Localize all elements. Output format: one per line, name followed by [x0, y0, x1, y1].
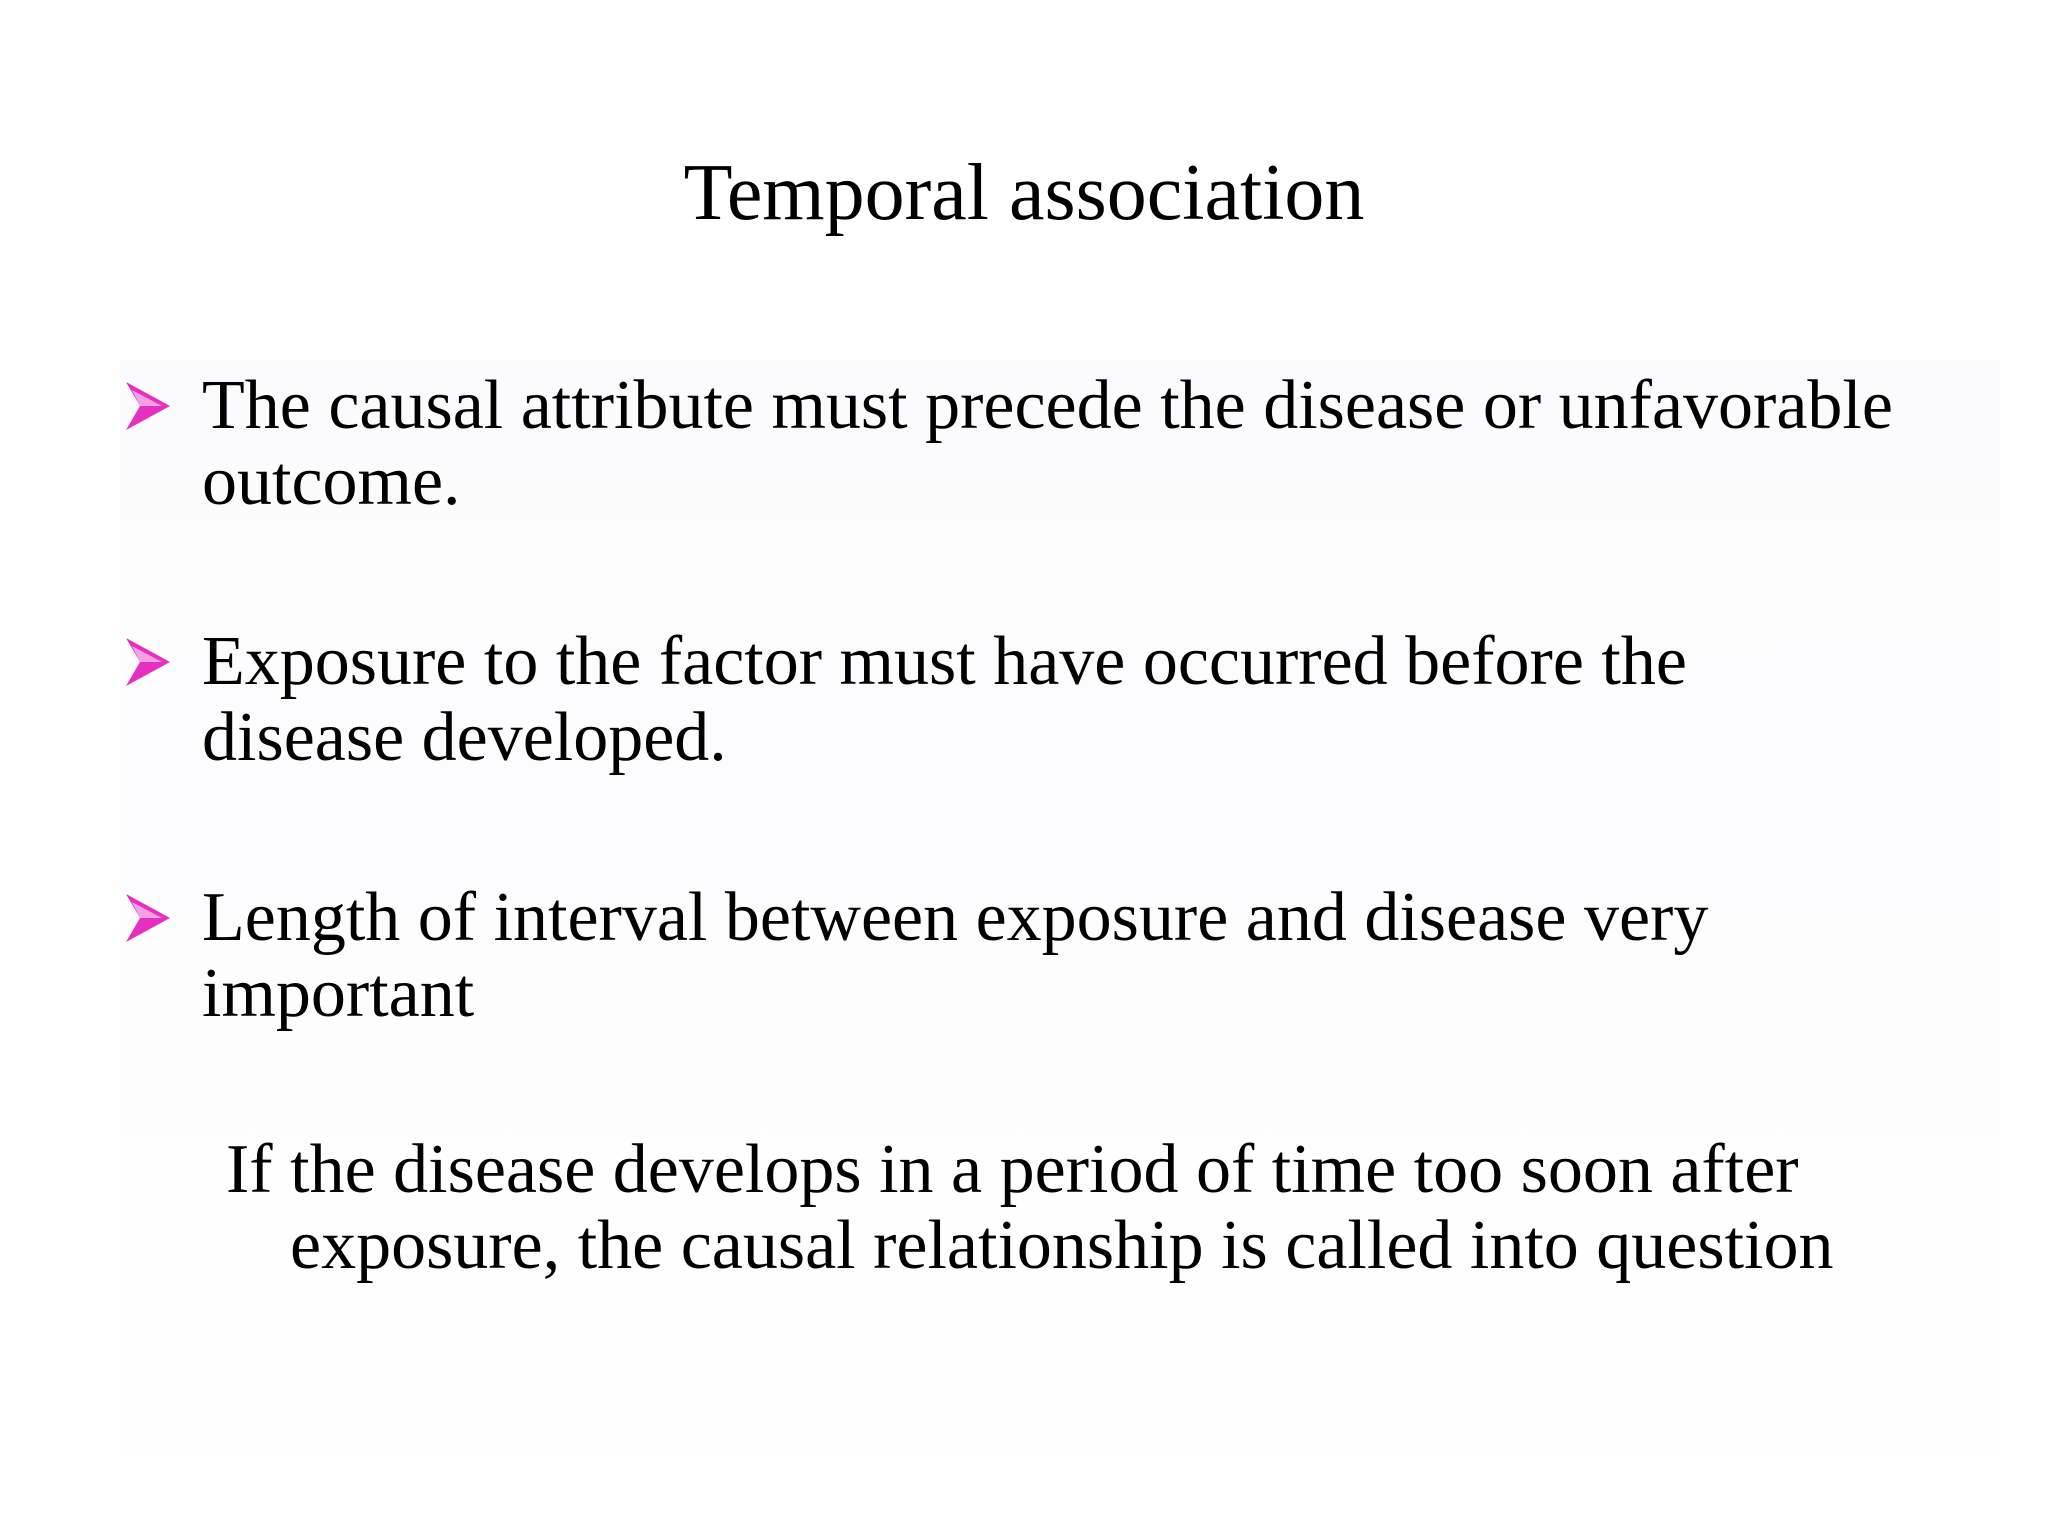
bullet-text: Exposure to the factor must have occurred before the disease developed. — [202, 623, 1687, 776]
bullet-text: Length of interval between exposure and disease very important — [202, 879, 1709, 1032]
arrow-bullet-icon — [124, 890, 172, 946]
slide-title: Temporal association — [683, 149, 1365, 237]
bullet-text: The causal attribute must precede the disease or unfavorable outcome. — [202, 367, 1893, 520]
bullet-item — [124, 624, 1904, 776]
arrow-bullet-icon — [124, 634, 172, 690]
note-paragraph: If the disease develops in a period of time too soon after exposure, the causal relationship is called into question — [226, 1131, 1834, 1284]
bullet-item — [124, 880, 1904, 1032]
arrow-bullet-icon — [124, 378, 172, 434]
bullet-item — [124, 368, 1904, 520]
